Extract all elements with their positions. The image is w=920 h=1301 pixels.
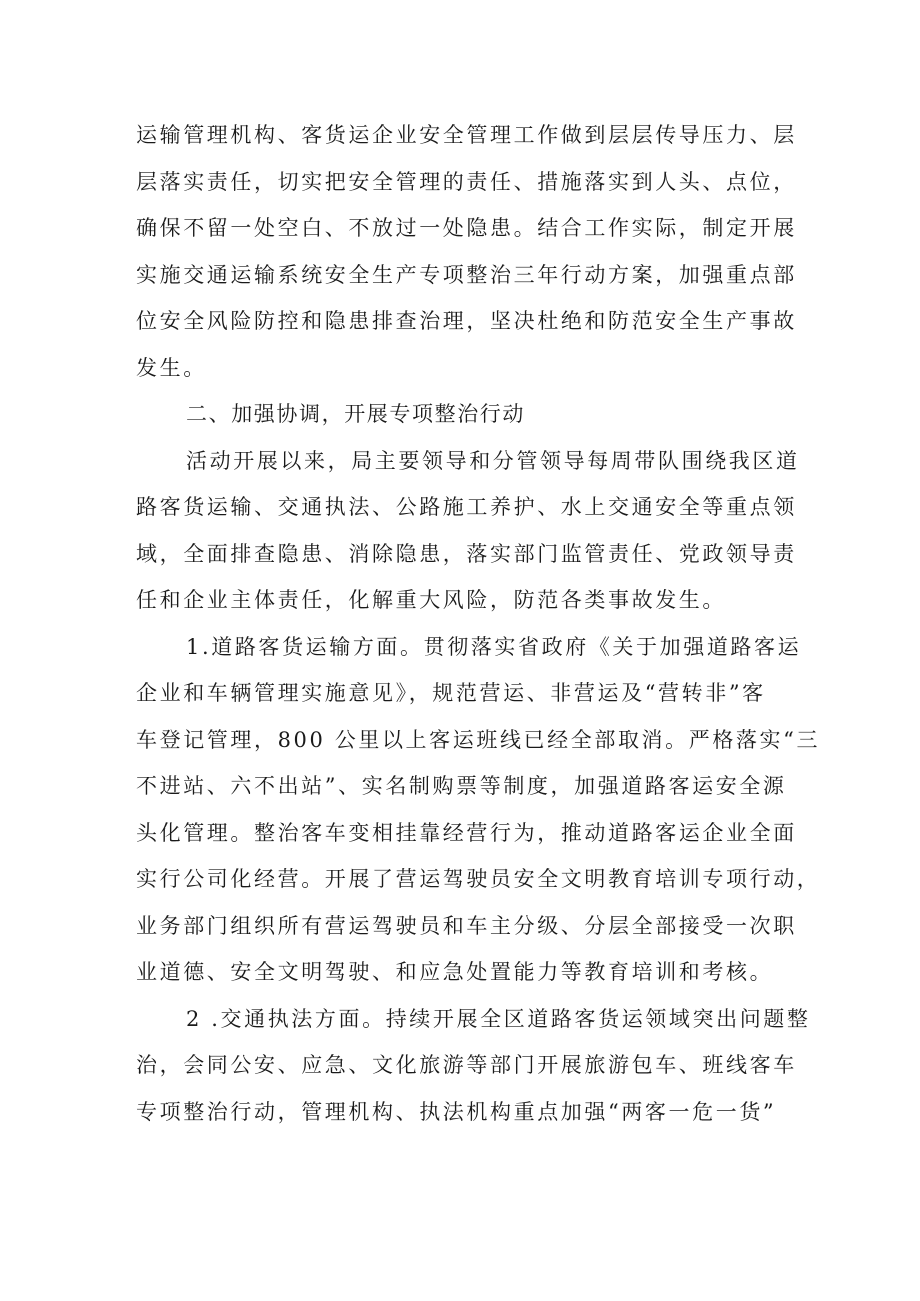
text-line: 企业和车辆管理实施意见》，规范营运、非营运及“营转非”客 <box>136 681 766 705</box>
paragraph-safety-responsibility <box>136 112 796 391</box>
text-line: 头化管理。整治客车变相挂靠经营行为，推动道路客运企业全面 <box>136 820 797 845</box>
text-line: 业道德、安全文明驾驶、和应急处置能力等教育培训和考核。 <box>136 960 774 984</box>
text-line: 不进站、六不出站”、实名制购票等制度，加强道路客运安全源 <box>136 774 787 798</box>
paragraph-activity-overview <box>136 438 800 624</box>
text-line: 车登记管理，800 公里以上客运班线已经全部取消。严格落实“三 <box>136 727 821 752</box>
text-line: 确保不留一处空白、不放过一处隐患。结合工作实际，制定开展 <box>136 216 797 240</box>
text-line: 活动开展以来，局主要领导和分管领导每周带队围绕我区道 <box>186 448 800 473</box>
text-line: 实施交通运输系统安全生产专项整治三年行动方案，加强重点部 <box>136 262 797 287</box>
document-body <box>136 112 821 1135</box>
text-line: 运输管理机构、客货运企业安全管理工作做到层层传导压力、层 <box>136 123 797 147</box>
text-line: 域，全面排查隐患、消除隐患，落实部门监管责任、党政领导责 <box>136 541 797 566</box>
text-line: 位安全风险防控和隐患排查治理，坚决杜绝和防范安全生产事故 <box>136 309 797 333</box>
text-line: 发生。 <box>136 355 207 380</box>
section-heading <box>136 391 796 438</box>
text-line: 2 .交通执法方面。持续开展全区道路客货运领域突出问题整 <box>186 1006 811 1031</box>
text-line: 1.道路客货运输方面。贯彻落实省政府《关于加强道路客运 <box>186 634 802 659</box>
text-line: 任和企业主体责任，化解重大风险，防范各类事故发生。 <box>136 588 726 612</box>
paragraph-traffic-enforcement <box>136 996 811 1136</box>
text-line: 路客货运输、交通执法、公路施工养护、水上交通安全等重点领 <box>136 495 797 519</box>
paragraph-road-transport <box>136 624 821 996</box>
text-line: 业务部门组织所有营运驾驶员和车主分级、分层全部接受一次职 <box>136 913 797 938</box>
text-line: 专项整治行动，管理机构、执法机构重点加强“两客一危一货” <box>136 1099 777 1124</box>
text-line: 层落实责任，切实把安全管理的责任、措施落实到人头、点位， <box>136 169 797 194</box>
section-heading-text: 二、加强协调，开展专项整治行动 <box>186 402 525 426</box>
text-line: 实行公司化经营。开展了营运驾驶员安全文明教育培训专项行动， <box>136 867 821 891</box>
text-line: 治，会同公安、应急、文化旅游等部门开展旅游包车、班线客车 <box>136 1053 797 1077</box>
